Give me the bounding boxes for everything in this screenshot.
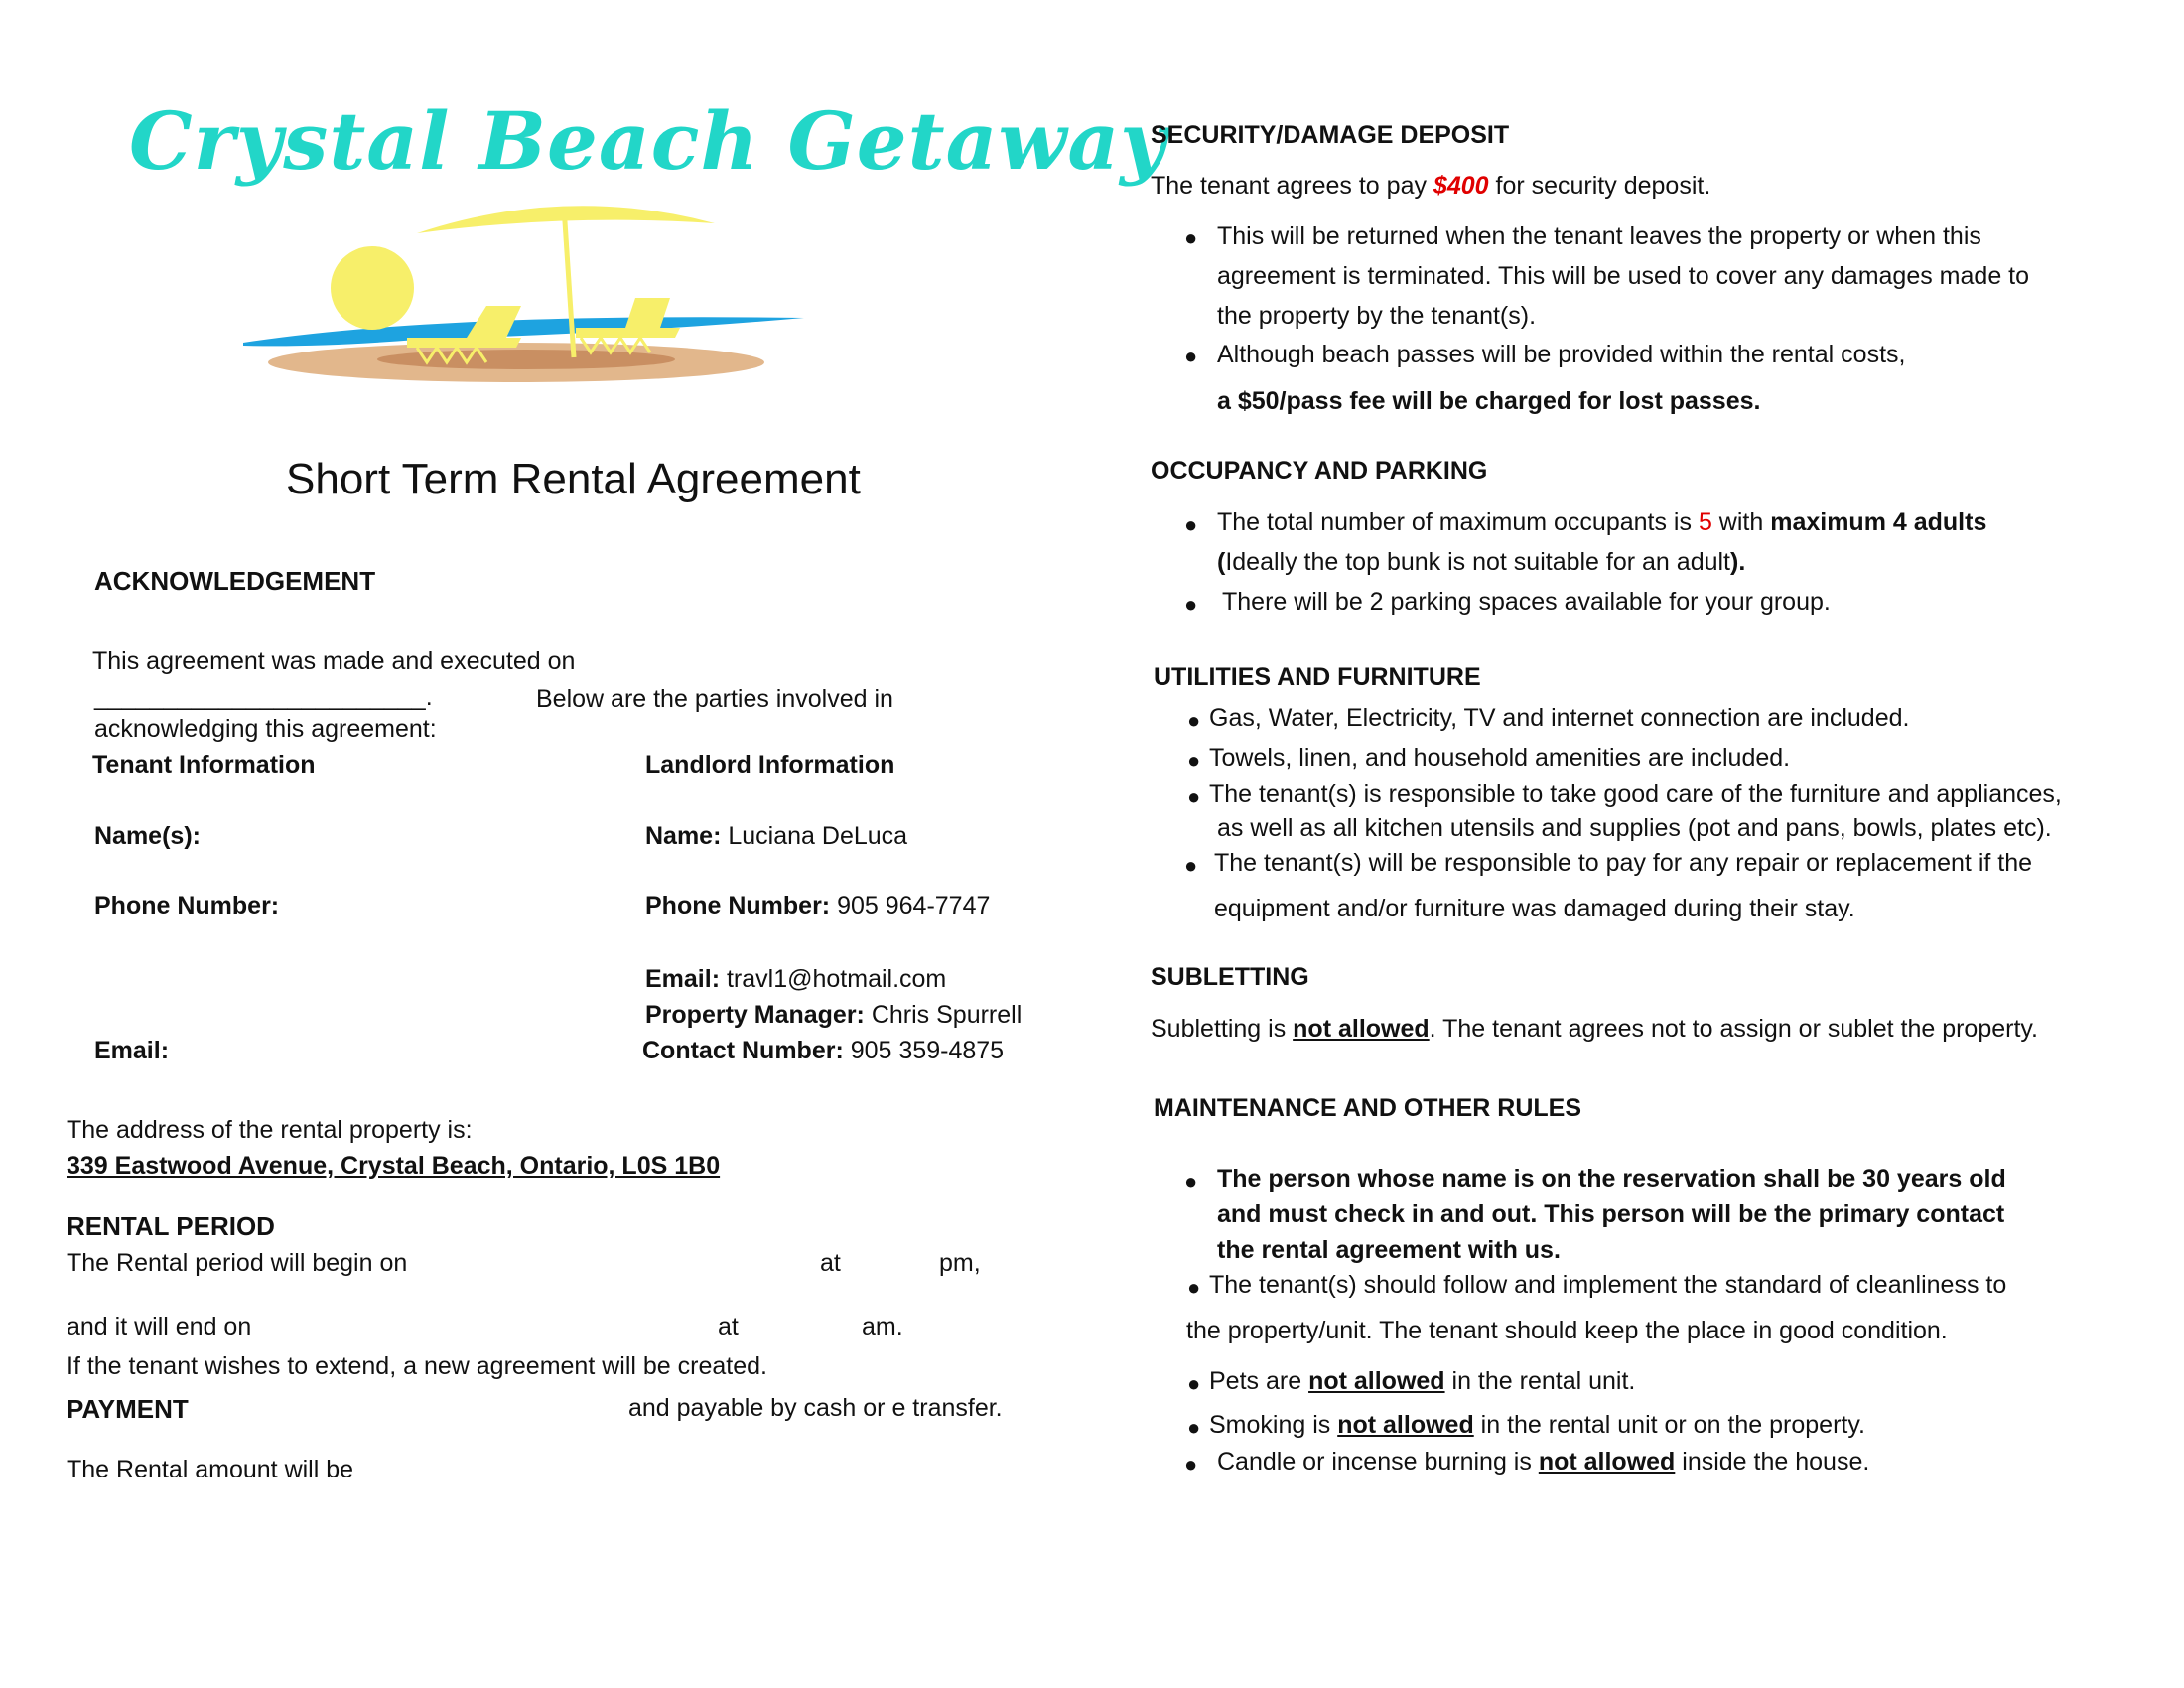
subletting-text [1151,1015,2038,1044]
utilities-bullet-1: Gas, Water, Electricity, TV and internet connection are included. [1209,704,1910,732]
subletting-not-allowed: not allowed [1293,1015,1430,1043]
maintenance-bullet-1-l1: The person whose name is on the reservation shall be 30 years old [1217,1165,2006,1193]
pets-post: in the rental unit. [1451,1367,1636,1395]
payment-heading: PAYMENT [67,1394,189,1424]
utilities-bullet-4-l1: The tenant(s) will be responsible to pay for any repair or replacement if the [1214,849,2033,877]
occupancy-bullet-1 [1217,508,1986,537]
logo-title: Crystal Beach Getaway [129,94,1167,188]
occupancy-max-adults: maximum 4 adults [1770,508,1987,536]
security-intro [1151,172,1710,201]
utilities-bullet-3-l1: The tenant(s) is responsible to take good care of the furniture and appliances, [1209,780,2062,808]
contact-number [642,1037,1004,1065]
occupancy-bunk-note: Ideally the top bunk is not suitable for an adult [1225,548,1730,576]
bullet-icon: ● [1184,853,1198,878]
security-bullet-1-l3: the property by the tenant(s). [1217,302,1537,330]
landlord-email-label: Email: [645,965,721,993]
landlord-phone [645,892,990,920]
rental-period-heading: RENTAL PERIOD [67,1211,275,1241]
candle-post: inside the house. [1682,1448,1870,1476]
bullet-icon: ● [1184,1452,1198,1477]
bullet-icon: ● [1187,748,1201,773]
bullet-icon: ● [1187,784,1201,809]
maintenance-bullet-4 [1209,1411,1865,1440]
security-amount: $400 [1433,172,1489,200]
tenant-info-heading: Tenant Information [92,751,316,778]
maintenance-bullet-2-l2: the property/unit. The tenant should keep the place in good condition. [1186,1317,1948,1344]
pm-value: Chris Spurrell [871,1001,1023,1029]
rental-extend-text: If the tenant wishes to extend, a new agreement will be created. [67,1352,767,1380]
security-intro-pre: The tenant agrees to pay [1151,172,1427,200]
bullet-icon: ● [1187,1371,1201,1396]
maintenance-heading: MAINTENANCE AND OTHER RULES [1154,1094,1582,1122]
bullet-icon: ● [1187,1275,1201,1300]
landlord-email-value: travl1@hotmail.com [726,965,947,993]
rental-begin-pm: pm, [939,1249,981,1277]
ack-line-1: This agreement was made and executed on [92,647,576,675]
maintenance-bullet-2-l1: The tenant(s) should follow and implement the standard of cleanliness to [1209,1271,2007,1299]
subletting-post: . The tenant agrees not to assign or sublet the property. [1429,1015,2038,1043]
landlord-info-heading: Landlord Information [645,751,895,778]
utilities-bullet-4-l2: equipment and/or furniture was damaged during their stay. [1214,895,1855,922]
payment-payable: and payable by cash or e transfer. [628,1394,1003,1422]
occupancy-pre: The total number of maximum occupants is [1217,508,1692,536]
security-bullet-2-l2: a $50/pass fee will be charged for lost passes. [1217,387,1761,415]
utilities-bullet-3-l2: as well as all kitchen utensils and supplies (pot and pans, bowls, plates etc). [1217,814,2052,842]
acknowledgement-heading: ACKNOWLEDGEMENT [94,566,376,596]
occupancy-mid: with [1718,508,1764,536]
pets-pre: Pets are [1209,1367,1302,1395]
security-bullet-1-l2: agreement is terminated. This will be used to cover any damages made to [1217,262,2030,290]
occupancy-number: 5 [1698,508,1712,536]
smoking-post: in the rental unit or on the property. [1480,1411,1865,1439]
occupancy-bullet-1-l2 [1217,548,1745,577]
smoking-pre: Smoking is [1209,1411,1331,1439]
candle-not-allowed: not allowed [1538,1448,1676,1476]
smoking-not-allowed: not allowed [1337,1411,1474,1439]
utilities-heading: UTILITIES AND FURNITURE [1154,663,1481,691]
ack-date-blank: ________________________. [94,683,433,711]
maintenance-bullet-3 [1209,1367,1635,1396]
rental-begin-text: The Rental period will begin on [67,1249,408,1277]
landlord-name [645,822,907,851]
maintenance-bullet-1-l2: and must check in and out. This person will be the primary contact [1217,1200,2005,1228]
contact-label: Contact Number: [642,1037,844,1064]
security-bullet-1-l1: This will be returned when the tenant leaves the property or when this [1217,222,1981,250]
address-intro: The address of the rental property is: [67,1116,473,1144]
ack-line-2: Below are the parties involved in [536,685,893,713]
bullet-icon: ● [1187,1415,1201,1440]
ack-line-3: acknowledging this agreement: [94,715,437,743]
maintenance-bullet-5 [1217,1448,1869,1477]
utilities-bullet-2: Towels, linen, and household amenities are included. [1209,744,1791,772]
property-address: 339 Eastwood Avenue, Crystal Beach, Ontario, L0S 1B0 [67,1152,721,1180]
subletting-heading: SUBLETTING [1151,963,1309,991]
tenant-phone-label: Phone Number: [94,892,280,919]
security-bullet-2-l1: Although beach passes will be provided within the rental costs, [1217,341,1906,368]
rental-begin-at: at [820,1249,841,1277]
property-manager [645,1001,1022,1030]
bullet-icon: ● [1187,708,1201,733]
security-heading: SECURITY/DAMAGE DEPOSIT [1151,121,1510,149]
landlord-phone-value: 905 964-7747 [837,892,991,919]
bullet-icon: ● [1184,225,1198,250]
occupancy-bullet-2: There will be 2 parking spaces available for your group. [1222,588,1831,616]
rental-end-text: and it will end on [67,1313,252,1340]
landlord-name-value: Luciana DeLuca [728,822,908,850]
landlord-phone-label: Phone Number: [645,892,831,919]
pets-not-allowed: not allowed [1308,1367,1445,1395]
occupancy-heading: OCCUPANCY AND PARKING [1151,457,1488,485]
bullet-icon: ● [1184,512,1198,537]
landlord-email [645,965,946,994]
payment-amount: The Rental amount will be [67,1456,354,1483]
bullet-icon: ● [1184,344,1198,368]
security-intro-post: for security deposit. [1495,172,1711,200]
bullet-icon: ● [1184,1169,1198,1194]
tenant-email-label: Email: [94,1037,170,1064]
beach-logo-icon [238,189,834,387]
paren-close: ). [1730,548,1746,576]
rental-end-am: am. [862,1313,903,1340]
subletting-pre: Subletting is [1151,1015,1287,1043]
contact-value: 905 359-4875 [850,1037,1005,1064]
paren-open: ( [1217,548,1226,576]
pm-label: Property Manager: [645,1001,865,1029]
tenant-name-label: Name(s): [94,822,201,850]
landlord-name-label: Name: [645,822,722,850]
bullet-icon: ● [1184,592,1198,617]
rental-end-at: at [718,1313,739,1340]
candle-pre: Candle or incense burning is [1217,1448,1532,1476]
maintenance-bullet-1-l3: the rental agreement with us. [1217,1236,1561,1264]
document-title: Short Term Rental Agreement [286,455,861,503]
